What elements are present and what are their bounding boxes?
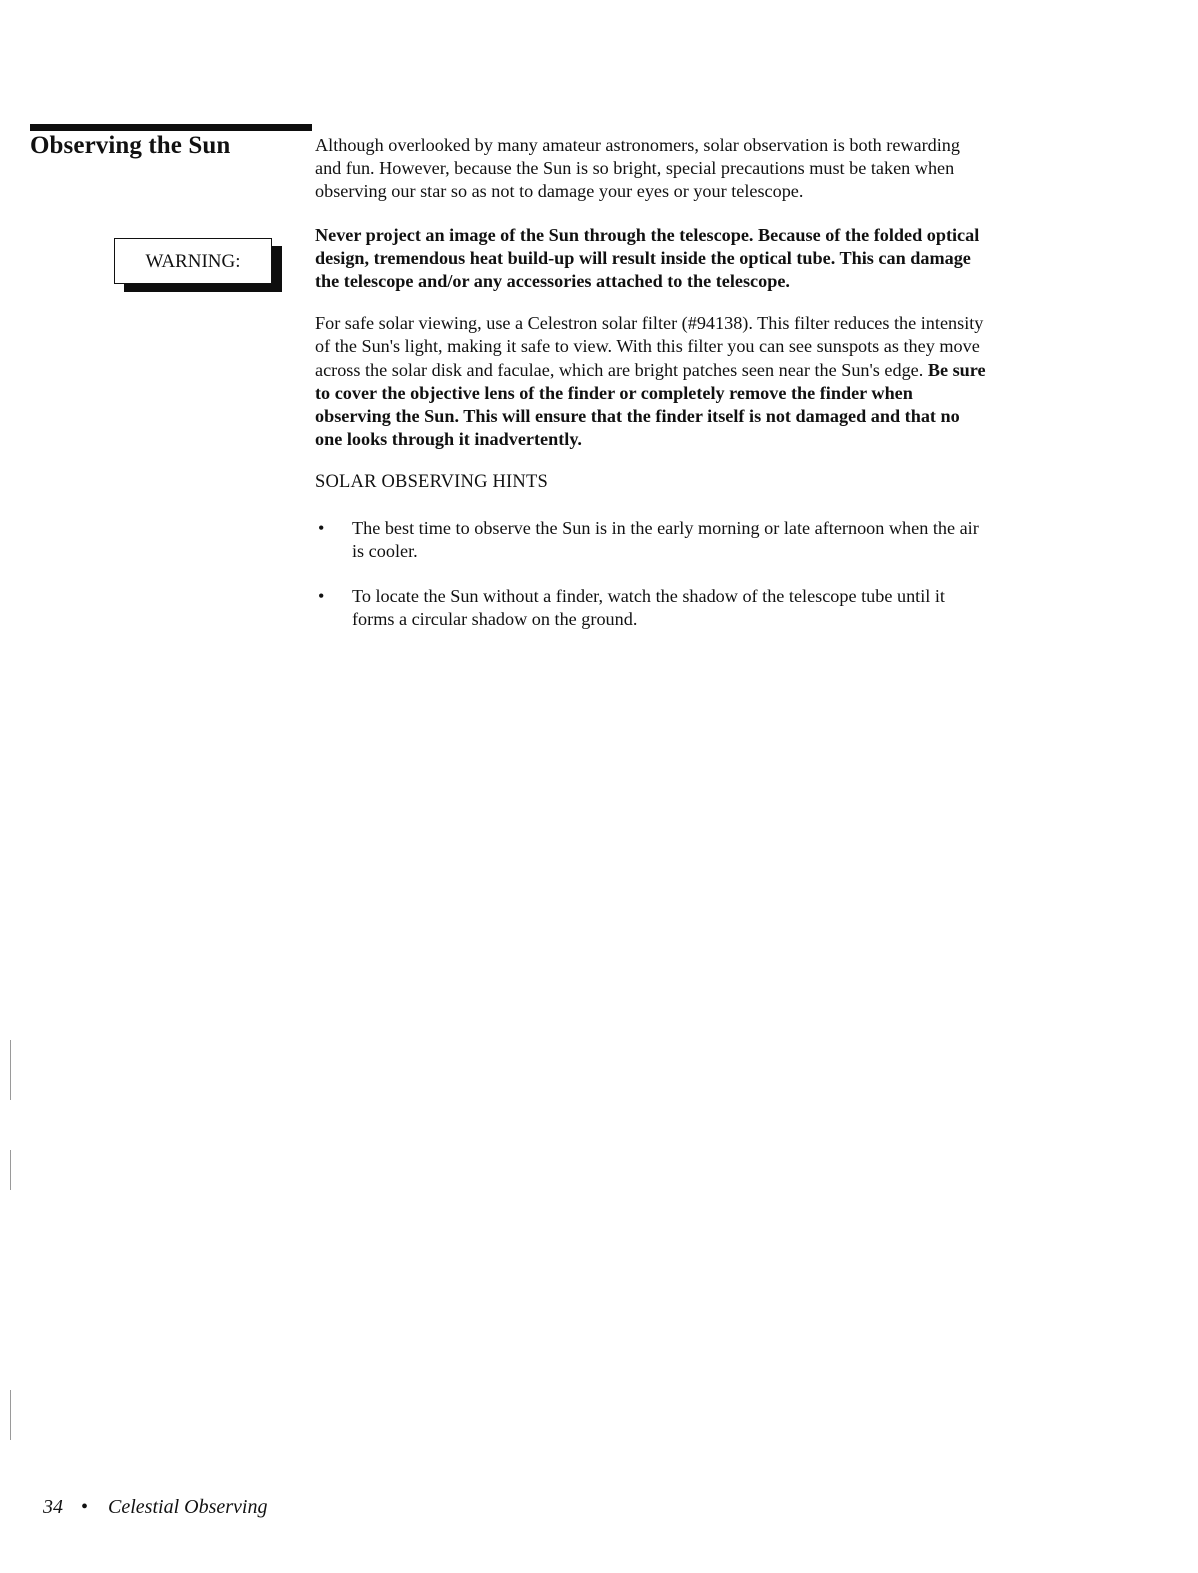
chapter-name: Celestial Observing [108, 1496, 268, 1518]
section-title: Observing the Sun [30, 132, 231, 159]
filter-text: For safe solar viewing, use a Celestron solar filter (#94138). This filter reduces the intensity of the Sun's light, making it safe to view. With this filter you can see sunspots as they move across the solar disk and faculae, which are bright patches seen near the Sun's edge. [315, 313, 984, 380]
page-number: 34 [43, 1496, 63, 1518]
scan-mark [10, 1390, 11, 1440]
filter-paragraph [315, 312, 990, 451]
list-item [315, 517, 990, 563]
intro-paragraph: Although overlooked by many amateur astronomers, solar observation is both rewarding and fun. However, because the Sun is so bright, special precautions must be taken when observing our star so as not to damage your eyes or your telescope. [315, 135, 960, 202]
hints-list [315, 517, 990, 632]
heading-rule [30, 124, 312, 131]
hint-text: To locate the Sun without a finder, watch the shadow of the telescope tube until it forms a circular shadow on the ground. [352, 586, 945, 630]
scan-mark [10, 1040, 11, 1100]
hint-text: The best time to observe the Sun is in the early morning or late afternoon when the air is cooler. [352, 517, 979, 561]
main-content [315, 134, 990, 653]
scan-mark [10, 1150, 11, 1190]
list-item [315, 585, 990, 631]
warning-paragraph: Never project an image of the Sun through the telescope. Because of the folded optical design, tremendous heat build-up will result inside the optical tube. This can damage the telescope and/or any accessories attached to the telescope. [315, 224, 980, 292]
footer-separator: • [81, 1496, 89, 1518]
warning-callout [114, 238, 272, 284]
warning-label: WARNING: [114, 238, 272, 284]
bullet-icon: • [318, 517, 325, 538]
hints-heading: SOLAR OBSERVING HINTS [315, 472, 548, 493]
bullet-icon: • [318, 586, 325, 607]
filter-bold-text: Be sure to cover the objective lens of the finder or completely remove the finder when observing the Sun. This will ensure that the finder itself is not damaged and that no one looks through it inadvertently. [315, 359, 986, 450]
page-footer [43, 1496, 267, 1519]
